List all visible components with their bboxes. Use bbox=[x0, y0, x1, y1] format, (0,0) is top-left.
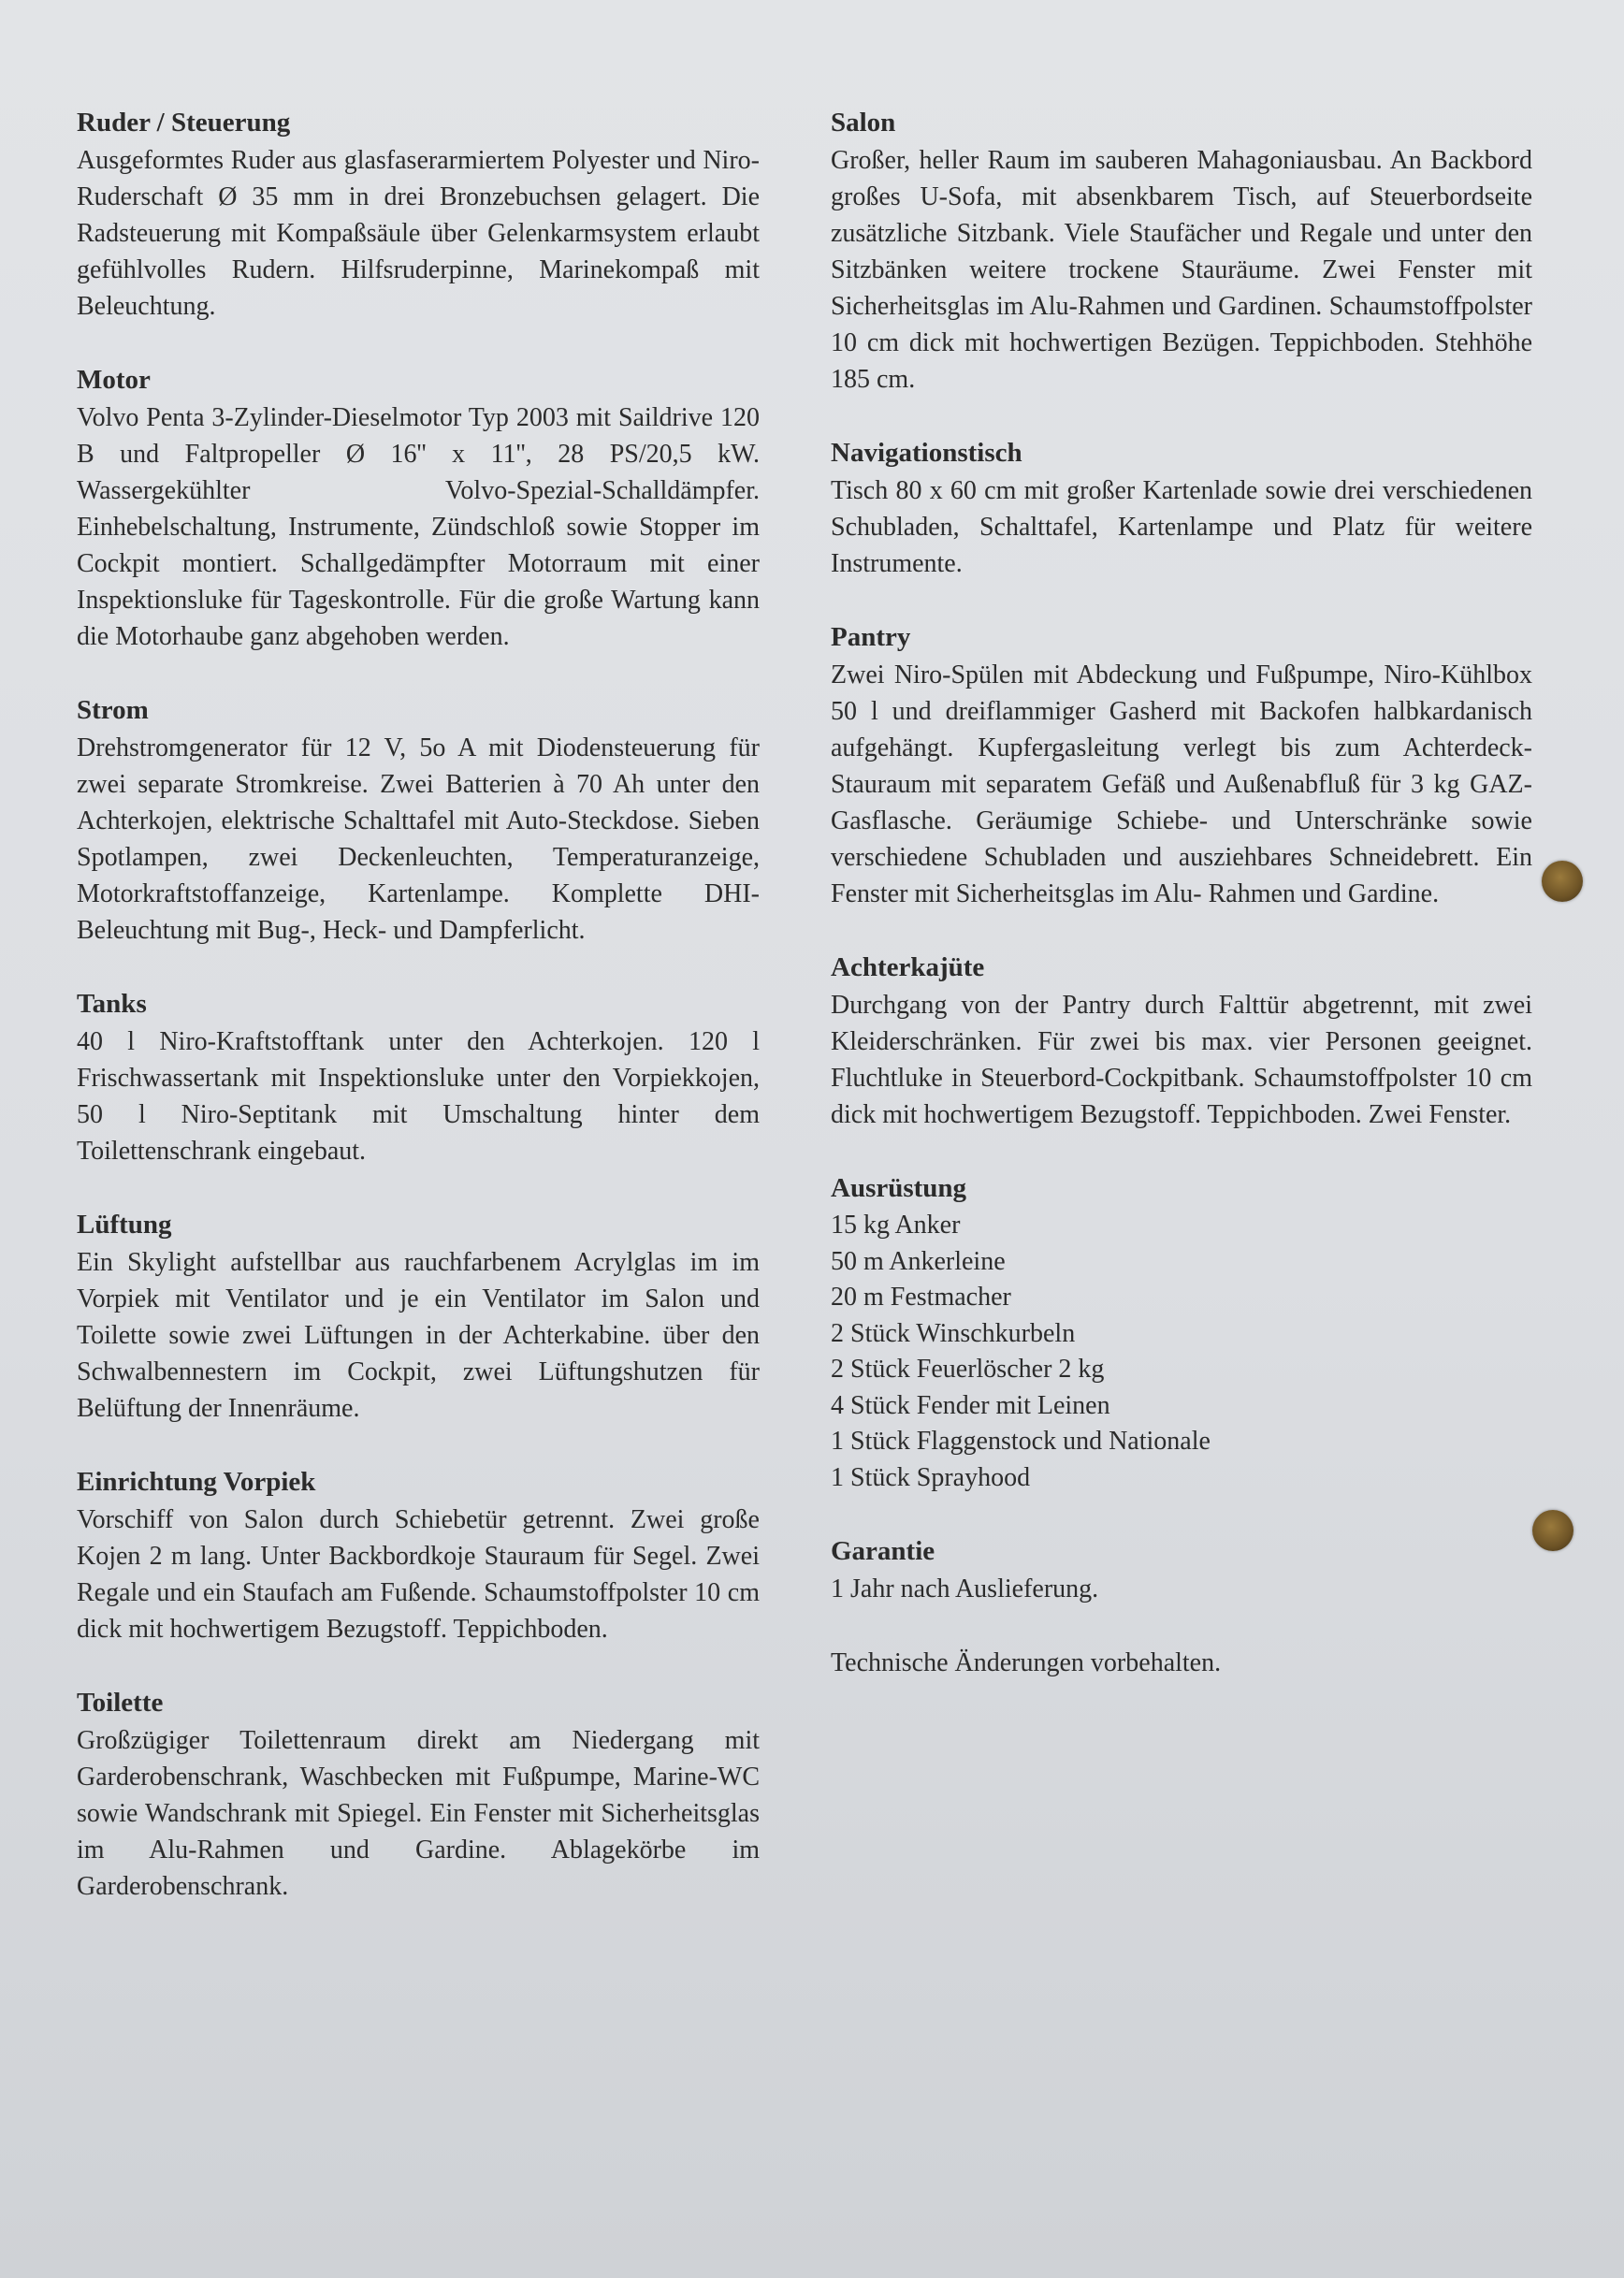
section-text: Drehstromgenerator für 12 V, 5o A mit Diodensteuerung für zwei separate Stromkreise. Zwei Batterien à 70 Ah unter den Achterkojen, elektrische Schalttafel mit Auto-Steckdose. Sieben Spotlampen, zwei Deckenleuchten, Temperaturanzeige, Motorkraftstoffanzeige, Kartenlampe. Komplette DHI-Beleuchtung mit Bug-, Heck- und Dampferlicht. bbox=[77, 733, 760, 945]
right-column bbox=[831, 105, 1532, 1681]
section-salon bbox=[831, 105, 1532, 398]
section-heading: Lüftung bbox=[77, 1210, 172, 1240]
section-strom bbox=[77, 692, 760, 949]
section-text: Ausgeformtes Ruder aus glasfaserarmiertem Polyester und Niro-Ruderschaft Ø 35 mm in drei Bronzebuchsen gelagert. Die Radsteuerung mit Kompaßsäule über Gelenkarmsystem erlaubt gefühlvolles Rudern. Hilfsruderpinne, Marinekompaß mit Beleuchtung. bbox=[77, 146, 760, 321]
section-pantry bbox=[831, 619, 1532, 912]
section-heading: Tanks bbox=[77, 989, 147, 1019]
section-navigationstisch bbox=[831, 435, 1532, 582]
section-heading: Achterkajüte bbox=[831, 952, 985, 982]
section-vorpiek bbox=[77, 1464, 760, 1647]
section-tanks bbox=[77, 986, 760, 1169]
section-garantie bbox=[831, 1533, 1532, 1607]
list-item: 20 m Festmacher bbox=[831, 1283, 1011, 1312]
section-text: Tisch 80 x 60 cm mit großer Kartenlade sowie drei verschiedenen Schubladen, Schalttafel, Kartenlampe und Platz für weitere Instrumente. bbox=[831, 476, 1532, 578]
section-achterkajuete bbox=[831, 950, 1532, 1133]
footer-note: Technische Änderungen vorbehalten. bbox=[831, 1648, 1222, 1677]
list-item: 2 Stück Winschkurbeln bbox=[831, 1318, 1076, 1348]
section-text: Großzügiger Toilettenraum direkt am Niedergang mit Garderobenschrank, Waschbecken mit Fußpumpe, Marine-WC sowie Wandschrank mit Spiegel. Ein Fenster mit Sicherheitsglas im Alu-Rahmen und Gardine. Ablagekörbe im Garderobenschrank. bbox=[77, 1726, 760, 1901]
list-item: 4 Stück Fender mit Leinen bbox=[831, 1390, 1110, 1420]
section-heading: Einrichtung Vorpiek bbox=[77, 1467, 316, 1497]
left-column bbox=[77, 105, 760, 1942]
section-text: 40 l Niro-Kraftstofftank unter den Achterkojen. 120 l Frischwassertank mit Inspektionsluke unter den Vorpiekkojen, 50 l Niro-Septitank mit Umschaltung hinter dem Toilettenschrank eingebaut. bbox=[77, 1027, 760, 1166]
section-text: Volvo Penta 3-Zylinder-Dieselmotor Typ 2003 mit Saildrive 120 B und Faltpropeller Ø 16'' x 11'', 28 PS/20,5 kW. Wassergekühlter Volvo-Spezial-Schalldämpfer. Einhebelschaltung, Instrumente, Zündschloß sowie Stopper im Cockpit montiert. Schallgedämpfter Motorraum mit einer Inspektionsluke für Tageskontrolle. Für die große Wartung kann die Motorhaube ganz abgehoben werden. bbox=[77, 403, 760, 651]
section-text: Durchgang von der Pantry durch Falttür abgetrennt, mit zwei Kleiderschränken. Für zwei bis max. vier Personen geeignet. Fluchtluke in Steuerbord-Cockpitbank. Schaumstoffpolster 10 cm dick mit hochwertigem Bezugstoff. Teppichboden. Zwei Fenster. bbox=[831, 991, 1532, 1129]
section-toilette bbox=[77, 1685, 760, 1905]
section-heading: Garantie bbox=[831, 1536, 935, 1566]
section-text: Vorschiff von Salon durch Schiebetür getrennt. Zwei große Kojen 2 m lang. Unter Backbordkoje Stauraum für Segel. Zwei Regale und ein Staufach am Fußende. Schaumstoffpolster 10 cm dick mit hochwertigem Bezugstoff. Teppichboden. bbox=[77, 1505, 760, 1644]
section-motor bbox=[77, 362, 760, 655]
section-text: Zwei Niro-Spülen mit Abdeckung und Fußpumpe, Niro-Kühlbox 50 l und dreiflammiger Gasherd mit Backofen halbkardanisch aufgehängt. Kupfergasleitung verlegt bis zum Achterdeck-Stauraum mit separatem Gefäß und Außenabfluß für 3 kg GAZ-Gasflasche. Geräumige Schiebe- und Unterschränke sowie verschiedene Schubladen und ausziehbares Schneidebrett. Ein Fenster mit Sicherheitsglas im Alu- Rahmen und Gardine. bbox=[831, 660, 1532, 908]
list-item: 15 kg Anker bbox=[831, 1211, 961, 1240]
section-heading: Ruder / Steuerung bbox=[77, 108, 291, 138]
list-item: 50 m Ankerleine bbox=[831, 1246, 1006, 1276]
section-heading: Motor bbox=[77, 365, 151, 395]
list-item: 1 Stück Sprayhood bbox=[831, 1462, 1031, 1492]
section-lueftung bbox=[77, 1207, 760, 1427]
list-item: 2 Stück Feuerlöscher 2 kg bbox=[831, 1355, 1105, 1384]
section-heading: Toilette bbox=[77, 1688, 164, 1718]
section-heading: Navigationstisch bbox=[831, 438, 1022, 468]
section-heading: Strom bbox=[77, 695, 149, 725]
section-text: Großer, heller Raum im sauberen Mahagoniausbau. An Backbord großes U-Sofa, mit absenkbarem Tisch, auf Steuerbordseite zusätzliche Sitzbank. Viele Staufächer und Regale und unter den Sitzbänken weitere trockene Stauräume. Zwei Fenster mit Sicherheitsglas im Alu-Rahmen und Gardinen. Schaumstoffpolster 10 cm dick mit hochwertigen Bezügen. Teppichboden. Stehhöhe 185 cm. bbox=[831, 146, 1532, 394]
list-item: 1 Stück Flaggenstock und Nationale bbox=[831, 1427, 1211, 1456]
section-ruder bbox=[77, 105, 760, 325]
section-text: 1 Jahr nach Auslieferung. bbox=[831, 1574, 1099, 1603]
equipment-list bbox=[831, 1208, 1532, 1496]
punch-hole-icon bbox=[1542, 861, 1583, 902]
section-ausruestung bbox=[831, 1170, 1532, 1496]
section-heading: Salon bbox=[831, 108, 896, 138]
punch-hole-icon bbox=[1532, 1510, 1573, 1551]
section-heading: Pantry bbox=[831, 622, 911, 652]
section-text: Ein Skylight aufstellbar aus rauchfarbenem Acrylglas im im Vorpiek mit Ventilator und je ein Ventilator im Salon und Toilette sowie zwei Lüftungen in der Achterkabine. über den Schwalbennestern im Cockpit, zwei Lüftungshutzen für Belüftung der Innenräume. bbox=[77, 1248, 760, 1423]
section-heading: Ausrüstung bbox=[831, 1173, 967, 1203]
